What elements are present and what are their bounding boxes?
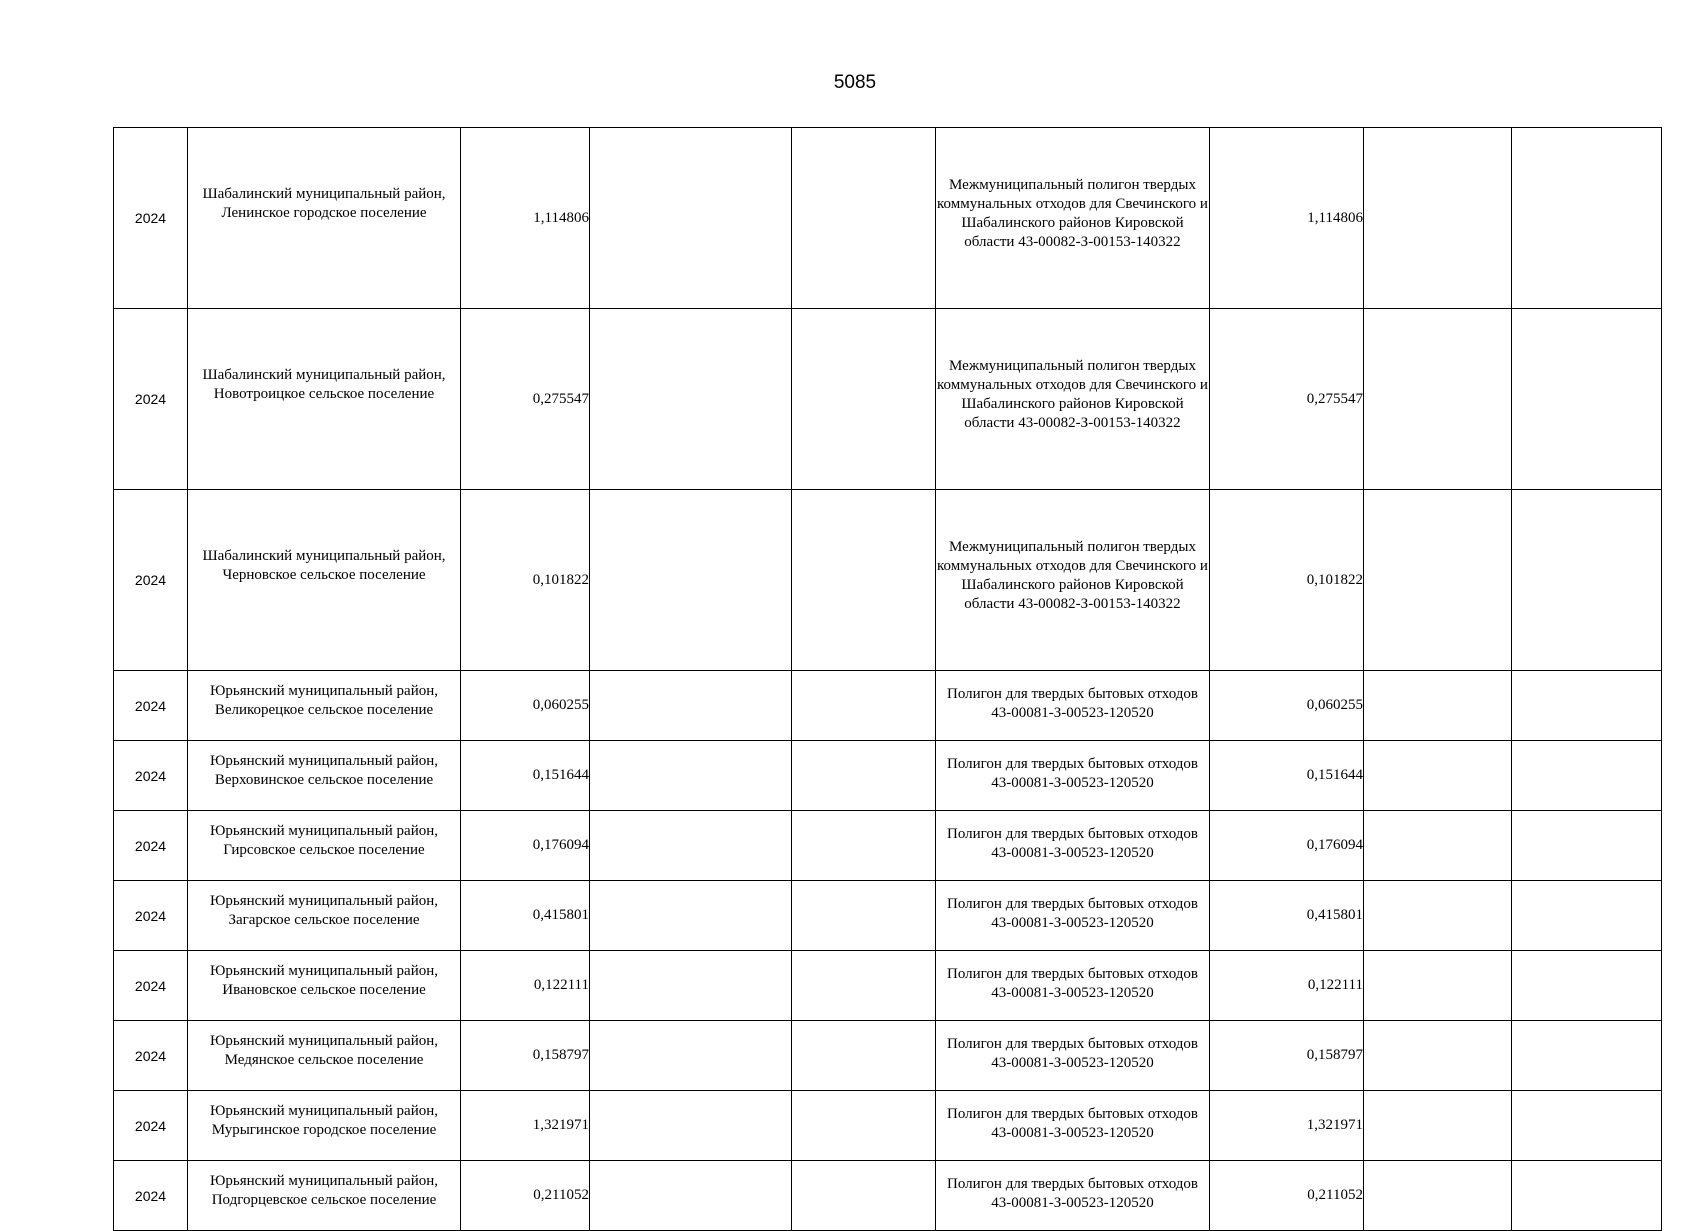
table-row bbox=[114, 741, 1662, 811]
year-cell: 2024 bbox=[114, 881, 188, 951]
empty-cell bbox=[590, 1091, 792, 1161]
table-row bbox=[114, 1161, 1662, 1231]
empty-cell bbox=[1364, 309, 1512, 490]
empty-cell bbox=[1512, 741, 1662, 811]
facility-cell: Полигон для твердых бытовых отходов 43-00081-З-00523-120520 bbox=[936, 881, 1210, 951]
facility-amount-cell: 0,158797 bbox=[1210, 1021, 1364, 1091]
empty-cell bbox=[792, 811, 936, 881]
territory-cell: Юрьянский муниципальный район, Великорецкое сельское поселение bbox=[188, 671, 461, 741]
table-row bbox=[114, 811, 1662, 881]
territory-cell: Шабалинский муниципальный район, Черновское сельское поселение bbox=[188, 490, 461, 671]
amount-cell: 0,415801 bbox=[461, 881, 590, 951]
table-body bbox=[114, 128, 1662, 1231]
empty-cell bbox=[590, 1161, 792, 1231]
year-cell: 2024 bbox=[114, 1091, 188, 1161]
year-cell: 2024 bbox=[114, 128, 188, 309]
table-row bbox=[114, 881, 1662, 951]
amount-cell: 0,275547 bbox=[461, 309, 590, 490]
facility-amount-cell: 0,122111 bbox=[1210, 951, 1364, 1021]
empty-cell bbox=[1512, 881, 1662, 951]
amount-cell: 0,151644 bbox=[461, 741, 590, 811]
empty-cell bbox=[1364, 881, 1512, 951]
empty-cell bbox=[1512, 490, 1662, 671]
empty-cell bbox=[590, 811, 792, 881]
facility-cell: Полигон для твердых бытовых отходов 43-00081-З-00523-120520 bbox=[936, 671, 1210, 741]
facility-amount-cell: 1,321971 bbox=[1210, 1091, 1364, 1161]
territory-cell: Юрьянский муниципальный район, Загарское сельское поселение bbox=[188, 881, 461, 951]
empty-cell bbox=[1364, 490, 1512, 671]
amount-cell: 0,176094 bbox=[461, 811, 590, 881]
empty-cell bbox=[590, 128, 792, 309]
empty-cell bbox=[1512, 951, 1662, 1021]
table-row bbox=[114, 128, 1662, 309]
facility-cell: Межмуниципальный полигон твердых коммунальных отходов для Свечинского и Шабалинского районов Кировской области 43-00082-З-00153-140322 bbox=[936, 490, 1210, 671]
empty-cell bbox=[1512, 309, 1662, 490]
year-cell: 2024 bbox=[114, 1021, 188, 1091]
facility-amount-cell: 0,176094 bbox=[1210, 811, 1364, 881]
territory-cell: Юрьянский муниципальный район, Медянское сельское поселение bbox=[188, 1021, 461, 1091]
territory-cell: Юрьянский муниципальный район, Верховинское сельское поселение bbox=[188, 741, 461, 811]
empty-cell bbox=[1364, 741, 1512, 811]
empty-cell bbox=[1364, 1091, 1512, 1161]
facility-cell: Полигон для твердых бытовых отходов 43-00081-З-00523-120520 bbox=[936, 811, 1210, 881]
year-cell: 2024 bbox=[114, 1161, 188, 1231]
amount-cell: 1,321971 bbox=[461, 1091, 590, 1161]
facility-cell: Межмуниципальный полигон твердых коммунальных отходов для Свечинского и Шабалинского районов Кировской области 43-00082-З-00153-140322 bbox=[936, 128, 1210, 309]
territory-cell: Юрьянский муниципальный район, Гирсовское сельское поселение bbox=[188, 811, 461, 881]
table-row bbox=[114, 671, 1662, 741]
year-cell: 2024 bbox=[114, 309, 188, 490]
waste-volume-table bbox=[113, 127, 1662, 1231]
empty-cell bbox=[1512, 671, 1662, 741]
facility-cell: Полигон для твердых бытовых отходов 43-00081-З-00523-120520 bbox=[936, 951, 1210, 1021]
facility-cell: Полигон для твердых бытовых отходов 43-00081-З-00523-120520 bbox=[936, 741, 1210, 811]
empty-cell bbox=[792, 741, 936, 811]
empty-cell bbox=[1364, 951, 1512, 1021]
facility-cell: Полигон для твердых бытовых отходов 43-00081-З-00523-120520 bbox=[936, 1091, 1210, 1161]
amount-cell: 0,158797 bbox=[461, 1021, 590, 1091]
empty-cell bbox=[792, 1091, 936, 1161]
facility-cell: Межмуниципальный полигон твердых коммунальных отходов для Свечинского и Шабалинского районов Кировской области 43-00082-З-00153-140322 bbox=[936, 309, 1210, 490]
empty-cell bbox=[1364, 1021, 1512, 1091]
empty-cell bbox=[1364, 128, 1512, 309]
empty-cell bbox=[792, 128, 936, 309]
year-cell: 2024 bbox=[114, 671, 188, 741]
amount-cell: 0,211052 bbox=[461, 1161, 590, 1231]
amount-cell: 0,101822 bbox=[461, 490, 590, 671]
table-row bbox=[114, 951, 1662, 1021]
empty-cell bbox=[1512, 1021, 1662, 1091]
empty-cell bbox=[590, 671, 792, 741]
empty-cell bbox=[792, 1161, 936, 1231]
table-row bbox=[114, 309, 1662, 490]
year-cell: 2024 bbox=[114, 490, 188, 671]
empty-cell bbox=[792, 1021, 936, 1091]
empty-cell bbox=[1364, 671, 1512, 741]
year-cell: 2024 bbox=[114, 811, 188, 881]
empty-cell bbox=[1364, 811, 1512, 881]
empty-cell bbox=[590, 741, 792, 811]
territory-cell: Юрьянский муниципальный район, Подгорцевское сельское поселение bbox=[188, 1161, 461, 1231]
empty-cell bbox=[792, 490, 936, 671]
facility-amount-cell: 0,101822 bbox=[1210, 490, 1364, 671]
empty-cell bbox=[590, 309, 792, 490]
table-row bbox=[114, 1021, 1662, 1091]
amount-cell: 0,060255 bbox=[461, 671, 590, 741]
facility-cell: Полигон для твердых бытовых отходов 43-00081-З-00523-120520 bbox=[936, 1021, 1210, 1091]
facility-amount-cell: 1,114806 bbox=[1210, 128, 1364, 309]
empty-cell bbox=[792, 671, 936, 741]
territory-cell: Юрьянский муниципальный район, Ивановское сельское поселение bbox=[188, 951, 461, 1021]
facility-amount-cell: 0,275547 bbox=[1210, 309, 1364, 490]
table-row bbox=[114, 490, 1662, 671]
facility-amount-cell: 0,060255 bbox=[1210, 671, 1364, 741]
empty-cell bbox=[590, 951, 792, 1021]
empty-cell bbox=[1364, 1161, 1512, 1231]
territory-cell: Шабалинский муниципальный район, Новотроицкое сельское поселение bbox=[188, 309, 461, 490]
facility-amount-cell: 0,151644 bbox=[1210, 741, 1364, 811]
empty-cell bbox=[792, 881, 936, 951]
year-cell: 2024 bbox=[114, 741, 188, 811]
empty-cell bbox=[1512, 1161, 1662, 1231]
amount-cell: 1,114806 bbox=[461, 128, 590, 309]
facility-cell: Полигон для твердых бытовых отходов 43-00081-З-00523-120520 bbox=[936, 1161, 1210, 1231]
empty-cell bbox=[792, 951, 936, 1021]
empty-cell bbox=[1512, 1091, 1662, 1161]
territory-cell: Юрьянский муниципальный район, Мурыгинское городское поселение bbox=[188, 1091, 461, 1161]
empty-cell bbox=[1512, 128, 1662, 309]
empty-cell bbox=[590, 490, 792, 671]
amount-cell: 0,122111 bbox=[461, 951, 590, 1021]
facility-amount-cell: 0,211052 bbox=[1210, 1161, 1364, 1231]
territory-cell: Шабалинский муниципальный район, Ленинское городское поселение bbox=[188, 128, 461, 309]
table-row bbox=[114, 1091, 1662, 1161]
page-number: 5085 bbox=[833, 72, 877, 93]
empty-cell bbox=[792, 309, 936, 490]
empty-cell bbox=[1512, 811, 1662, 881]
empty-cell bbox=[590, 1021, 792, 1091]
facility-amount-cell: 0,415801 bbox=[1210, 881, 1364, 951]
year-cell: 2024 bbox=[114, 951, 188, 1021]
empty-cell bbox=[590, 881, 792, 951]
